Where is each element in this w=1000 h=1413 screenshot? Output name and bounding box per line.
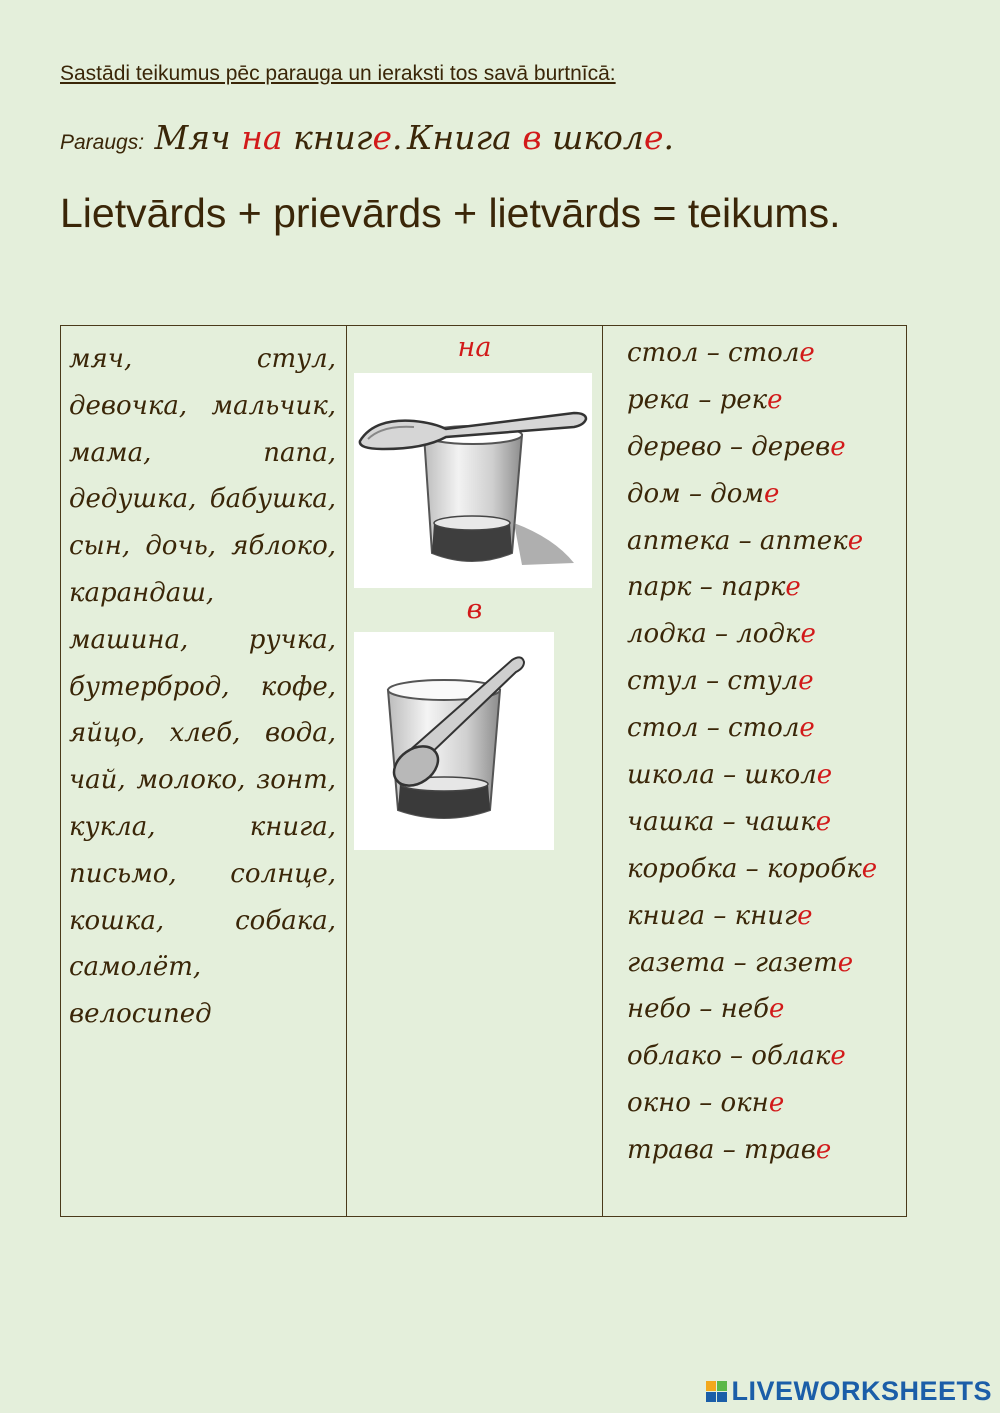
- pair-row: [627, 901, 906, 948]
- pair-ending: е: [837, 947, 854, 978]
- pair-row: [627, 807, 906, 854]
- pair-stem: аптек: [759, 525, 848, 556]
- pair-base: лодка: [627, 619, 707, 650]
- pair-ending: е: [815, 1135, 832, 1166]
- noun-list: мяч, стул, девочка, мальчик, мама, папа, дедушка, бабушка, сын, дочь, яблоко, карандаш, машина, ручка, бутерброд, кофе, яйцо, хлеб, вода, чай, молоко, зонт, кукла, книга, письмо, солнце, кошка, собака, самолёт, велосипед: [69, 344, 336, 1030]
- spoon-in-glass-icon: [354, 632, 554, 850]
- logo-text: LIVEWORKSHEETS: [731, 1376, 992, 1406]
- pair-dash: –: [729, 431, 743, 462]
- pair-row: [627, 1135, 906, 1182]
- pair-base: дом: [627, 478, 681, 509]
- pair-dash: –: [733, 947, 747, 978]
- example-label: Paraugs:: [60, 131, 145, 154]
- pair-stem: лодк: [736, 619, 801, 650]
- pair-ending: е: [799, 713, 815, 744]
- preposition-v: в: [466, 594, 483, 625]
- pair-dash: –: [738, 525, 752, 556]
- pair-ending: е: [815, 806, 832, 837]
- pair-ending: е: [830, 1041, 846, 1072]
- example-sentences: [60, 118, 674, 157]
- example-sentence-2: Книга в школе.: [406, 118, 674, 157]
- pair-base: облако: [627, 1041, 722, 1072]
- pair-dash: –: [745, 853, 759, 884]
- pair-row: [627, 338, 906, 385]
- pair-stem: чашк: [743, 806, 816, 837]
- pair-base: коробка: [627, 853, 738, 884]
- pair-row: [627, 432, 906, 479]
- instruction-text: Sastādi teikumus pēc parauga un ieraksti tos savā burtnīcā:: [60, 62, 616, 85]
- pair-ending: е: [847, 525, 864, 556]
- logo-square: [717, 1381, 727, 1391]
- pair-ending: е: [785, 572, 801, 603]
- pair-stem: газет: [754, 947, 838, 978]
- pair-stem: стол: [727, 338, 800, 368]
- pair-ending: е: [768, 994, 785, 1025]
- pair-base: река: [627, 384, 691, 415]
- locative-pairs-list: [627, 338, 906, 1182]
- pair-dash: –: [706, 338, 720, 368]
- pair-ending: е: [816, 760, 833, 791]
- logo-mark-icon: [706, 1381, 727, 1402]
- pair-dash: –: [722, 1135, 736, 1166]
- pair-stem: облак: [751, 1041, 831, 1072]
- pair-base: небо: [627, 994, 692, 1025]
- pair-stem: трав: [743, 1135, 816, 1166]
- liveworksheets-logo: [706, 1376, 992, 1407]
- pair-row: [627, 572, 906, 619]
- pair-dash: –: [699, 572, 713, 603]
- pair-dash: –: [706, 666, 720, 697]
- pair-base: стул: [627, 666, 698, 697]
- pair-base: аптека: [627, 525, 731, 556]
- pair-stem: неб: [720, 994, 769, 1025]
- exercise-table: [60, 325, 907, 1217]
- pair-dash: –: [699, 994, 713, 1025]
- pair-ending: е: [830, 431, 846, 462]
- pair-base: парк: [627, 572, 692, 603]
- pair-row: [627, 760, 906, 807]
- pair-base: дерево: [627, 431, 722, 462]
- spoon-on-glass-image: [354, 373, 592, 588]
- pair-ending: е: [861, 853, 878, 884]
- pair-row: [627, 666, 906, 713]
- prepositions-column: [347, 326, 603, 1217]
- pair-dash: –: [706, 713, 720, 744]
- pair-row: [627, 1041, 906, 1088]
- pair-row: [627, 619, 906, 666]
- pair-stem: окн: [720, 1088, 769, 1119]
- pair-stem: стул: [727, 666, 799, 697]
- formula-heading: Lietvārds + prievārds + lietvārds = teikums.: [60, 190, 841, 236]
- pair-stem: книг: [734, 900, 798, 931]
- pair-stem: дерев: [751, 431, 831, 462]
- pair-stem: парк: [720, 572, 786, 603]
- locative-pairs-column: [603, 326, 907, 1217]
- pair-base: стол: [627, 338, 699, 368]
- pair-stem: рек: [719, 384, 768, 415]
- pair-base: трава: [627, 1135, 715, 1166]
- pair-stem: дом: [710, 478, 764, 509]
- pair-stem: стол: [727, 713, 800, 744]
- pair-ending: е: [763, 478, 780, 509]
- pair-ending: е: [799, 338, 815, 368]
- pair-row: [627, 854, 906, 901]
- pair-dash: –: [730, 1041, 744, 1072]
- pair-row: [627, 994, 906, 1041]
- pair-dash: –: [698, 384, 712, 415]
- pair-row: [627, 526, 906, 573]
- pair-row: [627, 385, 906, 432]
- preposition-na: на: [457, 332, 492, 363]
- pair-dash: –: [722, 806, 736, 837]
- pair-base: школа: [627, 760, 715, 791]
- nouns-column: [61, 326, 347, 1217]
- pair-stem: коробк: [766, 853, 862, 884]
- logo-square: [706, 1381, 716, 1391]
- example-sentence-1: Мяч на книге.: [154, 118, 403, 157]
- logo-square: [706, 1392, 716, 1402]
- pair-ending: е: [797, 900, 813, 931]
- pair-stem: школ: [744, 760, 817, 791]
- spoon-in-glass-image: [354, 632, 554, 850]
- pair-dash: –: [713, 900, 727, 931]
- pair-dash: –: [723, 760, 737, 791]
- pair-base: книга: [627, 900, 706, 931]
- pair-base: стол: [627, 713, 699, 744]
- pair-dash: –: [714, 619, 728, 650]
- pair-ending: е: [767, 384, 783, 415]
- pair-ending: е: [768, 1088, 785, 1119]
- pair-row: [627, 713, 906, 760]
- pair-ending: е: [798, 666, 814, 697]
- spoon-on-glass-icon: [354, 373, 592, 588]
- pair-ending: е: [800, 619, 816, 650]
- pair-row: [627, 1088, 906, 1135]
- pair-dash: –: [688, 478, 702, 509]
- pair-row: [627, 948, 906, 995]
- pair-base: газета: [627, 947, 726, 978]
- pair-dash: –: [699, 1088, 713, 1119]
- logo-square: [717, 1392, 727, 1402]
- pair-base: окно: [627, 1088, 691, 1119]
- pair-row: [627, 479, 906, 526]
- pair-base: чашка: [627, 806, 715, 837]
